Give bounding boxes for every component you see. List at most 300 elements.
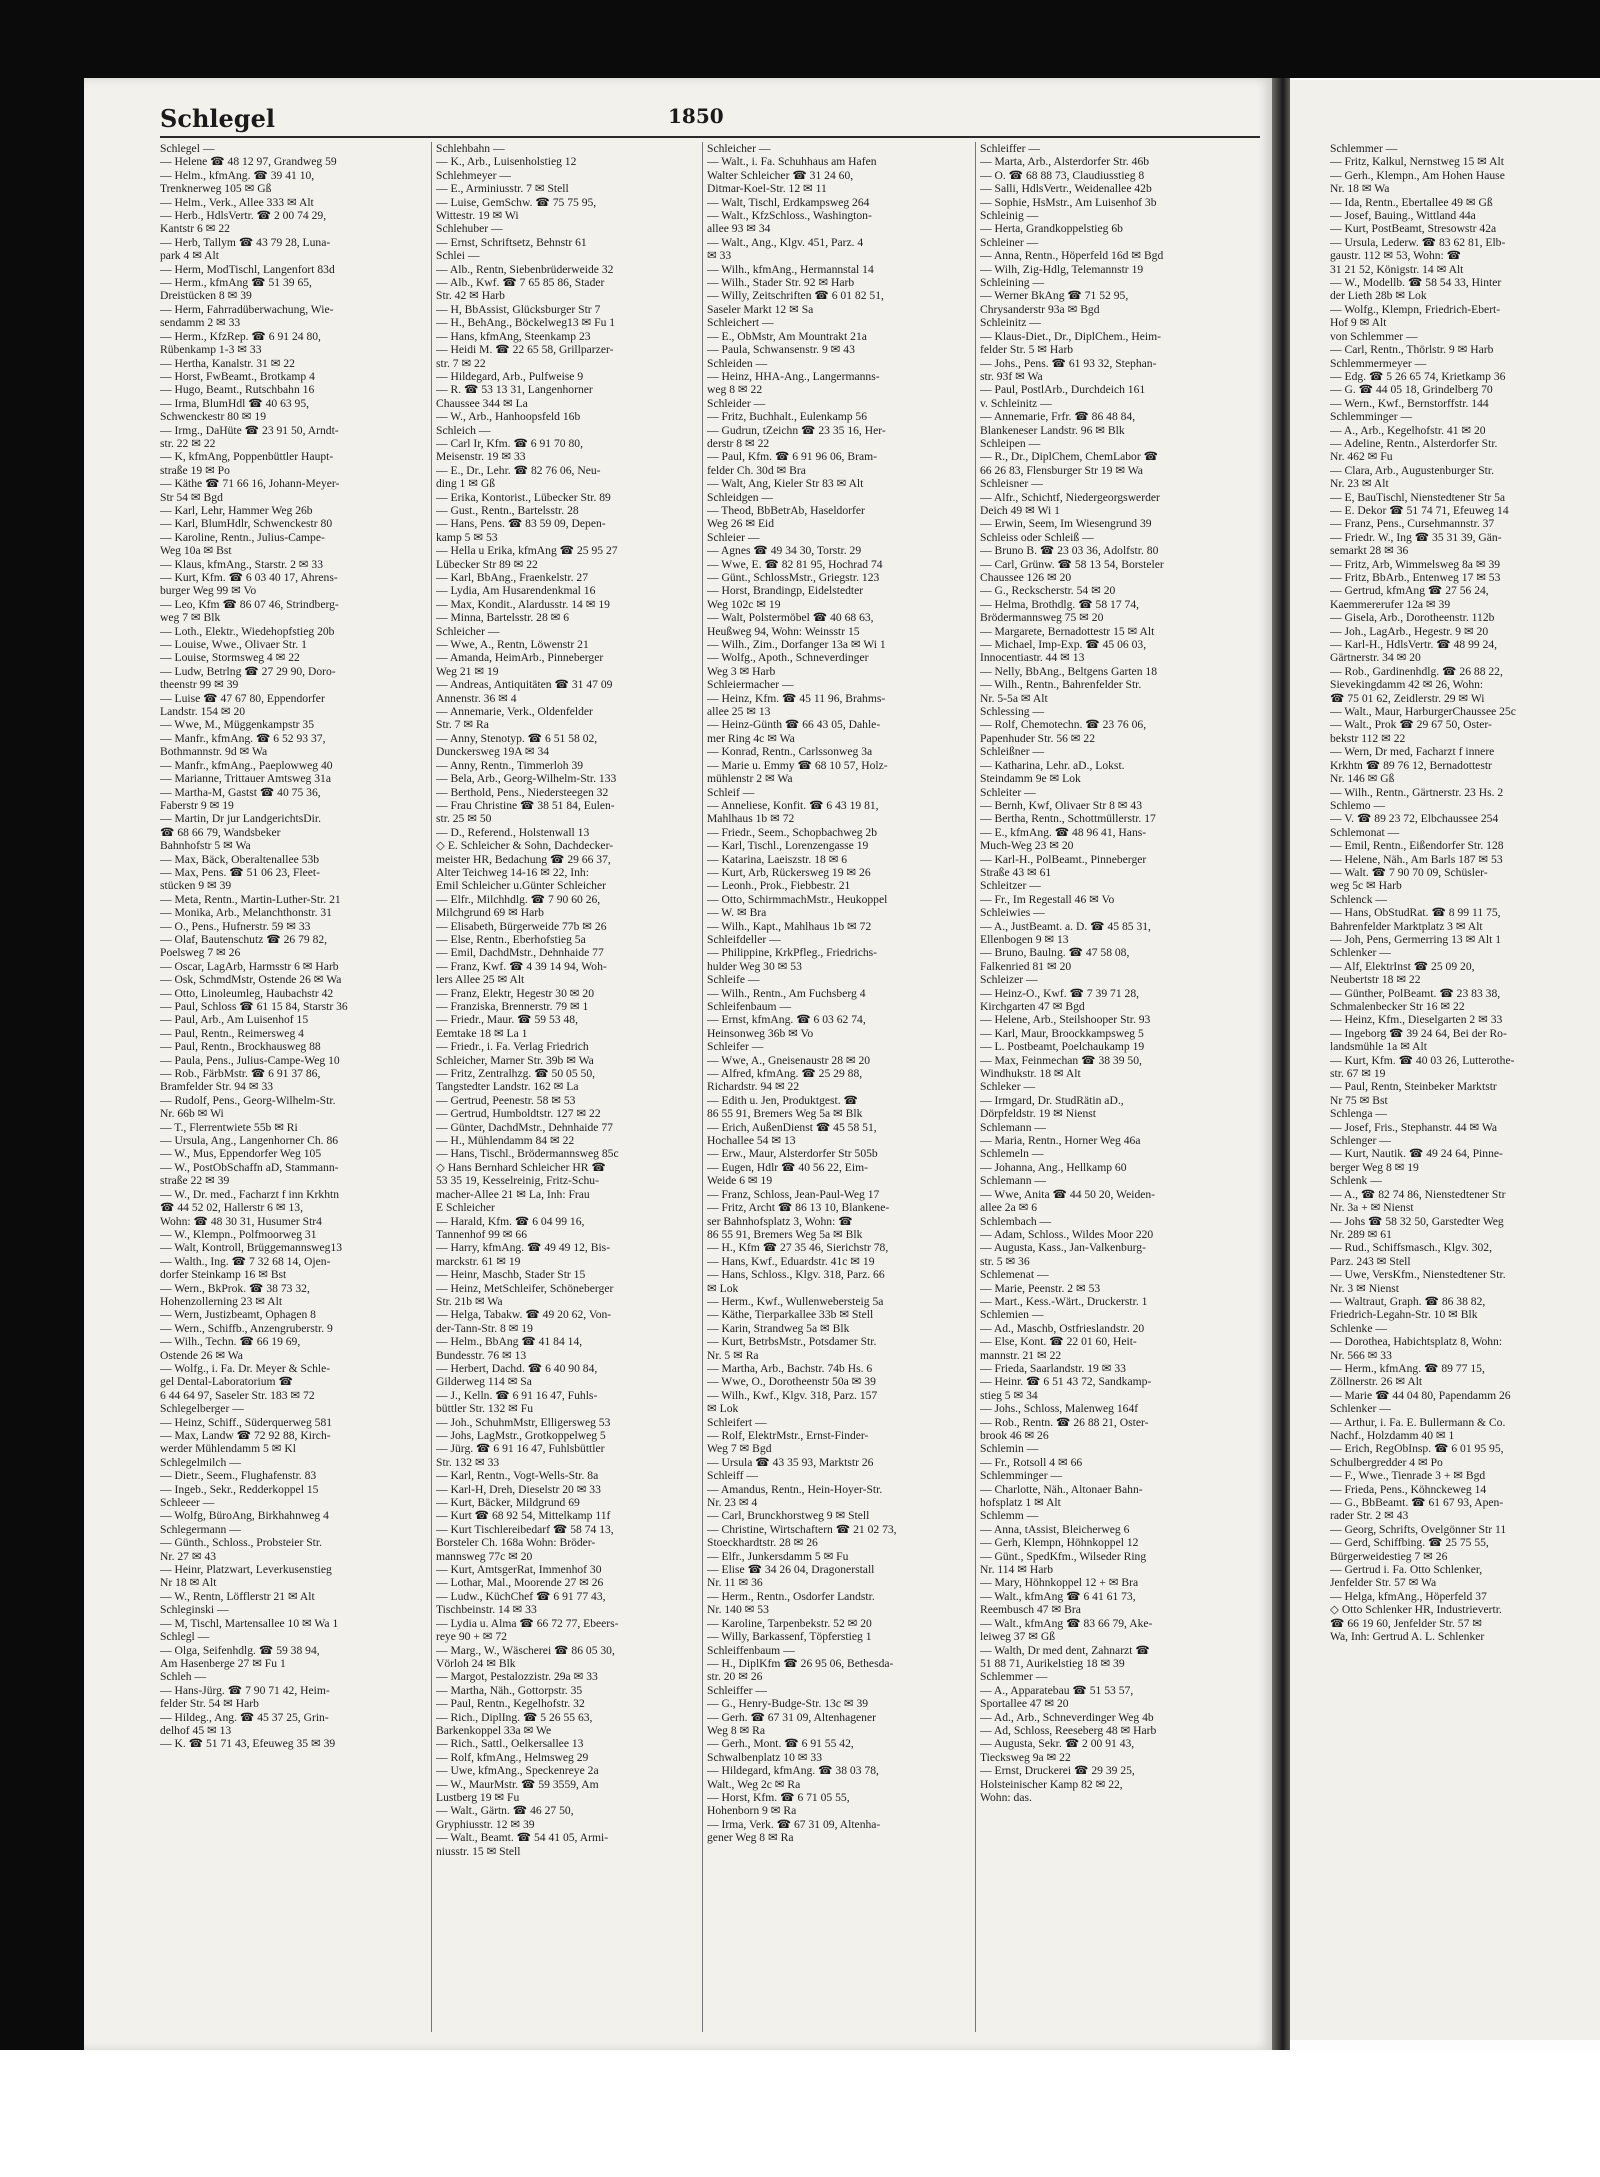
directory-entry: rader Str. 2 ✉ 43 [1330, 1509, 1409, 1523]
directory-entry: — Walt, Polstermöbel ☎ 40 68 63, [707, 611, 874, 625]
directory-entry: — Paul, Rentn, Steinbeker Marktstr [1330, 1080, 1497, 1094]
directory-entry: Str 54 ✉ Bgd [160, 490, 223, 504]
directory-entry: — E, BauTischl, Nienstedtener Str 5a [1330, 490, 1506, 504]
directory-entry: — Else, Kont. ☎ 22 01 60, Heit- [980, 1335, 1137, 1349]
directory-entry: — Hella u Erika, kfmAng ☎ 25 95 27 [436, 544, 618, 558]
directory-entry: Mahlhaus 1b ✉ 72 [707, 812, 795, 826]
directory-entry: str. 93f ✉ Wa [980, 369, 1043, 383]
directory-entry: delhof 45 ✉ 13 [160, 1723, 232, 1737]
directory-entry: — Eugen, Hdlr ☎ 40 56 22, Eim- [707, 1160, 868, 1174]
directory-entry: — Ida, Rentn., Ebertallee 49 ✉ Gß [1330, 195, 1493, 209]
directory-entry: — Wolfg., i. Fa. Dr. Meyer & Schle- [160, 1361, 331, 1375]
directory-entry: — Heinz, HHA-Ang., Langermanns- [707, 369, 880, 383]
directory-entry: — Herm., kfmAng ☎ 51 39 65, [160, 276, 312, 290]
directory-entry: — Philippine, KrkPfleg., Friedrichs- [707, 946, 878, 960]
directory-entry: Nr. 462 ✉ Fu [1330, 450, 1393, 464]
directory-column-1 [160, 142, 428, 1751]
directory-entry: Schleinig — [980, 209, 1039, 223]
directory-entry: — Rob., Rentn. ☎ 26 88 21, Oster- [980, 1415, 1149, 1429]
directory-entry: park 4 ✉ Alt [160, 249, 219, 263]
directory-entry: Stoeckhardtstr. 28 ✉ 26 [707, 1536, 818, 1550]
directory-entry: — Ingeborg ☎ 39 24 64, Bei der Ro- [1330, 1026, 1507, 1040]
directory-entry: — Günt., SchlossMstr., Griegstr. 123 [707, 571, 880, 584]
directory-entry: — Ad., Maschb, Ostfrieslandstr. 20 [980, 1321, 1145, 1335]
directory-entry: — Franz, Schloss, Jean-Paul-Weg 17 [707, 1187, 880, 1201]
directory-entry: Schlehuber — [436, 222, 503, 236]
directory-entry: — Elfr., Junkersdamm 5 ✉ Fu [707, 1549, 849, 1563]
directory-entry: — Helga, Tabakw. ☎ 49 20 62, Von- [436, 1308, 612, 1322]
directory-entry: Schlemonat — [1330, 825, 1400, 839]
directory-entry: werder Mühlendamm 5 ✉ Kl [160, 1442, 296, 1456]
directory-entry: Str. 7 ✉ Ra [436, 718, 489, 732]
directory-entry: Lübecker Str 89 ✉ 22 [436, 557, 538, 571]
directory-entry: — Helma, Brothdlg. ☎ 58 17 74, [980, 597, 1140, 611]
directory-entry: — Wwe, Anita ☎ 44 50 20, Weiden- [980, 1187, 1156, 1201]
directory-entry: — W., Arb., Hanhoopsfeld 16b [436, 410, 581, 424]
directory-entry: Krkhtn ☎ 89 76 12, Bernadottestr [1330, 758, 1492, 772]
directory-entry: weg 8 ✉ 22 [707, 383, 763, 397]
directory-entry: — Frau Christine ☎ 38 51 84, Eulen- [436, 798, 615, 812]
directory-entry: — Max, Feinmechan ☎ 38 39 50, [980, 1053, 1142, 1067]
directory-entry: — Lydia, Am Husarendenkmal 16 [436, 584, 596, 598]
directory-entry: — Ad., Arb., Schneverdinger Weg 4b [980, 1710, 1154, 1724]
directory-entry: Schlegl — [160, 1630, 210, 1644]
directory-entry: Schleipen — [980, 436, 1041, 450]
directory-entry: — Wilh, Zig-Hdlg, Telemannstr 19 [980, 262, 1144, 276]
directory-entry: Schleiden — [707, 356, 768, 370]
directory-entry: Schlemmer — [1330, 142, 1398, 155]
directory-entry: — Gertrud i. Fa. Otto Schlenker, [1330, 1563, 1483, 1577]
directory-entry: — Karoline, Rentn., Julius-Campe- [160, 530, 325, 544]
directory-entry: — Bela, Arb., Georg-Wilhelm-Str. 133 [436, 772, 617, 786]
directory-entry: theenstr 99 ✉ 39 [160, 678, 239, 692]
directory-entry: — H., DiplKfm ☎ 26 95 06, Bethesda- [707, 1656, 894, 1670]
directory-entry: stücken 9 ✉ 39 [160, 879, 232, 893]
directory-entry: — W. ✉ Bra [707, 906, 767, 920]
directory-entry: Heußweg 94, Wohn: Weinsstr 15 [707, 624, 860, 638]
directory-entry: — Erw., Maur, Alsterdorfer Str 505b [707, 1147, 878, 1161]
directory-entry: Schleiff — [707, 1469, 758, 1483]
directory-entry: — Hildegard, kfmAng. ☎ 38 03 78, [707, 1764, 879, 1778]
scan-top-border [0, 0, 1600, 78]
directory-entry: — Fr., Rotsoll 4 ✉ 66 [980, 1455, 1083, 1469]
directory-entry: — Martha, Arb., Bachstr. 74b Hs. 6 [707, 1361, 873, 1375]
directory-entry: — Walt, Ang, Kieler Str 83 ✉ Alt [707, 477, 864, 491]
directory-entry: — Olga, Seifenhdlg. ☎ 59 38 94, [160, 1643, 320, 1657]
directory-entry: — Erich, AußenDienst ☎ 45 58 51, [707, 1120, 877, 1134]
directory-entry: — Karl-H., PolBeamt., Pinneberger [980, 852, 1147, 866]
directory-entry: — Katarina, Laeiszstr. 18 ✉ 6 [707, 852, 848, 866]
directory-entry: ding 1 ✉ Gß [436, 477, 495, 491]
directory-entry: — Walt. ☎ 7 90 70 09, Schüsler- [1330, 865, 1488, 879]
directory-entry: — D., Referend., Holstenwall 13 [436, 825, 590, 839]
directory-entry: Weg 3 ✉ Harb [707, 664, 776, 678]
directory-entry: — Marie, Peenstr. 2 ✉ 53 [980, 1281, 1101, 1295]
directory-entry: — Augusta, Sekr. ☎ 2 00 91 43, [980, 1737, 1135, 1751]
directory-entry: — G., Henry-Budge-Str. 13c ✉ 39 [707, 1697, 869, 1711]
directory-entry: felder Str. 5 ✉ Harb [980, 343, 1074, 357]
directory-entry: — Kurt ☎ 68 92 54, Mittelkamp 11f [436, 1509, 611, 1523]
directory-entry: Bramfelder Str. 94 ✉ 33 [160, 1080, 274, 1094]
directory-entry: — Werner BkAng ☎ 71 52 95, [980, 289, 1129, 303]
directory-entry: — Kurt, AmtsgerRat, Immenhof 30 [436, 1563, 602, 1577]
directory-entry: Nr 18 ✉ Alt [160, 1576, 217, 1590]
directory-entry: Bahnhofstr 5 ✉ Wa [160, 839, 251, 853]
directory-entry: Poelsweg 7 ✉ 26 [160, 946, 241, 960]
directory-entry: — M, Tischl, Martensallee 10 ✉ Wa 1 [160, 1616, 339, 1630]
directory-entry: — Paul, Schloss ☎ 61 15 84, Starstr 36 [160, 1000, 348, 1013]
directory-entry: Weide 6 ✉ 19 [707, 1174, 773, 1188]
column-divider [975, 142, 976, 2032]
directory-entry: — Sophie, HsMstr., Am Luisenhof 3b [980, 195, 1157, 209]
directory-entry: — Wilh., Rentn., Bahrenfelder Str. [980, 678, 1142, 692]
column-divider [431, 142, 432, 2032]
directory-entry: Straße 43 ✉ 61 [980, 865, 1052, 879]
book-gutter [1272, 78, 1290, 2050]
directory-entry: Bundesstr. 76 ✉ 13 [436, 1348, 527, 1362]
directory-entry: — Wolfg, BüroAng, Birkhahnweg 4 [160, 1509, 329, 1523]
directory-entry: — Günter, DachdMstr., Dehnhaide 77 [436, 1120, 613, 1134]
directory-entry: Heinsonweg 36b ✉ Vo [707, 1026, 814, 1040]
directory-entry: Schlemo — [1330, 798, 1386, 812]
directory-entry: — Martin, Dr jur LandgerichtsDir. [160, 812, 321, 826]
directory-entry: mer Ring 4c ✉ Wa [707, 731, 795, 745]
directory-entry: berger Weg 8 ✉ 19 [1330, 1160, 1419, 1174]
directory-entry: — Heinr. ☎ 6 51 43 72, Sandkamp- [980, 1375, 1152, 1389]
directory-entry: — Mart., Kess.-Wärt., Druckerstr. 1 [980, 1294, 1148, 1308]
directory-entry: Wohn: ☎ 48 30 31, Husumer Str4 [160, 1214, 322, 1228]
directory-entry: Schleif — [707, 785, 755, 799]
directory-entry: Saseler Markt 12 ✉ Sa [707, 302, 814, 316]
directory-entry: Schleider — [707, 396, 766, 410]
directory-entry: Rübenkamp 1-3 ✉ 33 [160, 343, 262, 357]
directory-entry: 86 55 91, Bremers Weg 5a ✉ Blk [707, 1107, 863, 1121]
directory-entry: — Heinr, Platzwart, Leverkusenstieg [160, 1563, 332, 1577]
directory-entry: Tischbeinstr. 14 ✉ 33 [436, 1603, 537, 1617]
directory-entry: — Karl-H., HdlsVertr. ☎ 48 99 24, [1330, 638, 1498, 652]
directory-entry: — Ursula ☎ 43 35 93, Marktstr 26 [707, 1455, 874, 1469]
directory-entry: Nachf., Holzdamm 40 ✉ 1 [1330, 1429, 1455, 1442]
directory-entry: — Helga, kfmAng., Höperfeld 37 [1330, 1589, 1487, 1603]
directory-entry: Dunckersweg 19A ✉ 34 [436, 745, 550, 759]
directory-entry: ✉ Lok [707, 1402, 739, 1416]
directory-entry: — Kurt, PostBeamt, Stresowstr 42a [1330, 222, 1497, 236]
directory-entry: — Jürg. ☎ 6 91 16 47, Fuhlsbüttler [436, 1442, 605, 1456]
directory-entry: Milchgrund 69 ✉ Harb [436, 906, 544, 920]
directory-entry: — Franz, Kwf. ☎ 4 39 14 94, Woh- [436, 959, 607, 973]
directory-entry: — Walt, Tischl, Erdkampsweg 264 [707, 195, 870, 209]
directory-entry: — Harald, Kfm. ☎ 6 04 99 16, [436, 1214, 585, 1228]
directory-entry: Windhukstr. 18 ✉ Alt [980, 1067, 1081, 1081]
directory-entry: mannstr. 21 ✉ 22 [980, 1348, 1062, 1362]
directory-entry: Eemtake 18 ✉ La 1 [436, 1026, 528, 1040]
directory-entry: Chaussee 344 ✉ La [436, 396, 528, 410]
directory-entry: — Uwe, VersKfm., Nienstedtener Str. [1330, 1268, 1506, 1282]
directory-entry: — Helm., kfmAng. ☎ 39 41 10, [160, 168, 315, 182]
directory-entry: Gryphiusstr. 12 ✉ 39 [436, 1817, 535, 1831]
directory-entry: — Alf, ElektrInst ☎ 25 09 20, [1330, 959, 1475, 973]
directory-entry: Schulbergredder 4 ✉ Po [1330, 1455, 1443, 1469]
directory-entry: — Hugo, Beamt., Rutschbahn 16 [160, 383, 315, 397]
directory-entry: — Irmg., DaHüte ☎ 23 91 50, Arndt- [160, 423, 339, 437]
directory-entry: macher-Allee 21 ✉ La, Inh: Frau [436, 1187, 590, 1201]
directory-entry: — Walt., Beamt. ☎ 54 41 05, Armi- [436, 1831, 609, 1845]
directory-entry: bekstr 112 ✉ 22 [1330, 731, 1406, 745]
directory-entry: — Fritz, BbArb., Entenweg 17 ✉ 53 [1330, 571, 1501, 584]
directory-entry: leiweg 37 ✉ Gß [980, 1630, 1056, 1644]
directory-entry: — Manfr., kfmAng. ☎ 6 52 93 37, [160, 731, 326, 745]
directory-entry: — R., Dr., DiplChem, ChemLabor ☎ [980, 450, 1159, 464]
directory-entry: ser Bahnhofsplatz 3, Wohn: ☎ [707, 1214, 853, 1228]
directory-entry: — R. ☎ 53 13 31, Langenhorner [436, 383, 593, 397]
directory-entry: Schlemeln — [980, 1147, 1044, 1161]
directory-entry: — Wilh., Stader Str. 92 ✉ Harb [707, 276, 855, 290]
directory-entry: — Hans-Jürg. ☎ 7 90 71 42, Heim- [160, 1683, 330, 1697]
directory-entry: Hochallee 54 ✉ 13 [707, 1134, 796, 1148]
directory-entry: — Wwe, A., Gneisenaustr 28 ✉ 20 [707, 1053, 871, 1067]
directory-entry: Schleginski — [160, 1603, 229, 1617]
directory-entry: Nr. 66b ✉ Wi [160, 1107, 224, 1121]
directory-entry: Schleiffer — [707, 1683, 767, 1697]
directory-entry: Trenknerweg 105 ✉ Gß [160, 182, 272, 196]
directory-entry: — Max, Landw ☎ 72 92 88, Kirch- [160, 1429, 331, 1442]
directory-entry: — Heinz, Schiff., Süderquerweg 581 [160, 1415, 333, 1429]
directory-entry: — Johs, LagMstr., Grotkoppelweg 5 [436, 1429, 606, 1442]
directory-entry: Annenstr. 36 ✉ 4 [436, 691, 517, 705]
directory-entry: — W., Dr. med., Facharzt f inn Krkhtn [160, 1187, 340, 1201]
directory-entry: — Wilh., kfmAng., Hermannstal 14 [707, 262, 874, 276]
directory-entry: — O., Pens., Hufnerstr. 59 ✉ 33 [160, 919, 311, 933]
directory-entry: Bürgerweidestieg 7 ✉ 26 [1330, 1549, 1448, 1563]
directory-entry: Schleiffer — [980, 142, 1040, 155]
directory-entry: — Irma, Verk. ☎ 67 31 09, Altenha- [707, 1817, 881, 1831]
directory-entry: Gilderweg 114 ✉ Sa [436, 1375, 532, 1389]
directory-entry: Lustberg 19 ✉ Fu [436, 1790, 520, 1804]
directory-entry: — Karl-H, Dreh, Dieselstr 20 ✉ 33 [436, 1482, 601, 1496]
directory-entry: — G., Reckscherstr. 54 ✉ 20 [980, 584, 1116, 598]
directory-entry: — W., Modellb. ☎ 58 54 33, Hinter [1330, 276, 1502, 290]
directory-entry: Schleiermacher — [707, 678, 794, 692]
directory-entry: Kirchgarten 47 ✉ Bgd [980, 1000, 1085, 1013]
directory-entry: — Ernst, Schriftsetz, Behnstr 61 [436, 235, 587, 249]
directory-entry: — Adeline, Rentn., Alsterdorfer Str. [1330, 436, 1498, 450]
directory-entry: — Paul, Kfm. ☎ 6 91 96 06, Bram- [707, 450, 877, 464]
directory-entry: — Heinz-Günth ☎ 66 43 05, Dahle- [707, 718, 881, 732]
directory-entry: — Kurt, Kfm. ☎ 6 03 40 17, Ahrens- [160, 571, 338, 584]
directory-entry: — Wwe, E. ☎ 82 81 95, Hochrad 74 [707, 557, 883, 571]
directory-entry: Schwenckestr 80 ✉ 19 [160, 410, 266, 424]
directory-entry: Schleiter — [980, 785, 1036, 799]
directory-entry: — Carl, Brunckhorstweg 9 ✉ Stell [707, 1509, 870, 1523]
scan-left-border [0, 78, 84, 2050]
directory-entry: 86 55 91, Bremers Weg 5a ✉ Blk [707, 1227, 863, 1241]
directory-entry: — Friedr. W., Ing ☎ 35 31 39, Gän- [1330, 530, 1502, 544]
directory-entry: — Elise ☎ 34 26 04, Dragonerstall [707, 1563, 875, 1577]
directory-entry: — Anna, Rentn., Höperfeld 16d ✉ Bgd [980, 249, 1164, 263]
directory-entry: — Helm., BbAng ☎ 41 84 14, [436, 1335, 583, 1349]
directory-entry: brook 46 ✉ 26 [980, 1429, 1049, 1442]
directory-entry: Schleißner — [980, 745, 1045, 759]
directory-entry: — O. ☎ 68 88 73, Claudiusstieg 8 [980, 168, 1145, 182]
directory-entry: Ostende 26 ✉ Wa [160, 1348, 243, 1362]
directory-entry: — F., Wwe., Tienrade 3 + ✉ Bgd [1330, 1469, 1486, 1483]
directory-entry: weg 5c ✉ Harb [1330, 879, 1402, 893]
directory-entry: Walt., Weg 2c ✉ Ra [707, 1777, 801, 1791]
directory-entry: Nr. 3a + ✉ Nienst [1330, 1201, 1414, 1215]
directory-entry: Brödermannsweg 75 ✉ 20 [980, 611, 1104, 625]
directory-entry: — Alfred, kfmAng. ☎ 25 29 88, [707, 1067, 863, 1081]
directory-entry: — Ludw., KüchChef ☎ 6 91 77 43, [436, 1589, 606, 1603]
directory-entry: Sportallee 47 ✉ 20 [980, 1697, 1069, 1711]
directory-entry: Schlenga — [1330, 1107, 1387, 1121]
directory-entry: — Horst, Brandingp, Eidelstedter [707, 584, 864, 598]
directory-entry: kamp 5 ✉ 53 [436, 530, 498, 544]
directory-entry: — Fritz, Zentralhzg. ☎ 50 05 50, [436, 1067, 596, 1081]
directory-entry: Hohenborn 9 ✉ Ra [707, 1804, 797, 1818]
directory-entry: — Rich., DiplIng. ☎ 5 26 55 63, [436, 1710, 593, 1724]
directory-entry: felder Str. 54 ✉ Harb [160, 1697, 259, 1711]
directory-entry: — Alb., Kwf. ☎ 7 65 85 86, Stader [436, 276, 605, 290]
directory-entry: — Hans, kfmAng, Steenkamp 23 [436, 329, 591, 343]
directory-entry: ☎ 66 19 60, Jenfelder Str. 57 ✉ [1330, 1616, 1482, 1630]
directory-entry: — Walt., kfmAng ☎ 6 41 61 73, [980, 1589, 1136, 1603]
directory-entry: — Wolfg., Klempn, Friedrich-Ebert- [1330, 302, 1501, 316]
directory-entry: Bothmannstr. 9d ✉ Wa [160, 745, 268, 759]
directory-entry: — Bernh, Kwf, Olivaer Str 8 ✉ 43 [980, 798, 1143, 812]
directory-entry: Str. 42 ✉ Harb [436, 289, 505, 303]
directory-entry: Zöllnerstr. 26 ✉ Alt [1330, 1375, 1423, 1389]
directory-entry: Nr. 5 ✉ Ra [707, 1348, 759, 1362]
directory-entry: ◇ Hans Bernhard Schleicher HR ☎ [436, 1160, 606, 1174]
directory-entry: — Hildeg., Ang. ☎ 45 37 25, Grin- [160, 1710, 329, 1724]
directory-entry: — Salli, HdlsVertr., Weidenallee 42b [980, 182, 1152, 196]
directory-entry: straße 22 ✉ 39 [160, 1174, 230, 1188]
directory-entry: marckstr. 61 ✉ 19 [436, 1254, 521, 1268]
directory-column-2 [436, 142, 704, 1858]
directory-entry: — Augusta, Kass., Jan-Valkenburg- [980, 1241, 1146, 1255]
directory-entry: — Hans, Pens. ☎ 83 59 09, Depen- [436, 517, 606, 531]
directory-entry: — Max, Kondit., Alardusstr. 14 ✉ 19 [436, 597, 610, 611]
directory-entry: Weg 8 ✉ Ra [707, 1723, 766, 1737]
directory-entry: Dörpfeldstr. 19 ✉ Nienst [980, 1107, 1096, 1121]
directory-entry: — Rob., Gardinenhdlg. ☎ 26 88 22, [1330, 664, 1503, 678]
directory-entry: — A., JustBeamt. a. D. ☎ 45 85 31, [980, 919, 1151, 933]
directory-entry: — Paula, Schwansenstr. 9 ✉ 43 [707, 343, 855, 357]
directory-entry: — Helene ☎ 48 12 97, Grandweg 59 [160, 155, 337, 169]
directory-entry: Nr. 3 ✉ Nienst [1330, 1281, 1399, 1295]
directory-entry: — Berthold, Pens., Niedersteegen 32 [436, 785, 609, 799]
directory-entry: semarkt 28 ✉ 36 [1330, 544, 1409, 558]
directory-entry: Schleitzer — [980, 879, 1041, 893]
directory-entry: — Josef, Fris., Stephanstr. 44 ✉ Wa [1330, 1120, 1498, 1134]
directory-entry: Nr. 11 ✉ 36 [707, 1576, 763, 1590]
directory-entry: Str. 132 ✉ 33 [436, 1455, 500, 1469]
directory-entry: — W., MaurMstr. ☎ 59 3559, Am [436, 1777, 599, 1791]
directory-entry: — Minna, Bartelsstr. 28 ✉ 6 [436, 611, 570, 625]
directory-entry: — Marta, Arb., Alsterdorfer Str. 46b [980, 155, 1150, 169]
directory-entry: Schmalenbecker Str 16 ✉ 22 [1330, 1000, 1465, 1013]
directory-entry: — Max, Bäck, Oberaltenallee 53b [160, 852, 320, 866]
directory-entry: — Wilh., Kwf., Klgv. 318, Parz. 157 [707, 1388, 878, 1402]
directory-entry: — Walth., Ing. ☎ 7 32 68 14, Ojen- [160, 1254, 331, 1268]
directory-entry: — Hans, ObStudRat. ☎ 8 99 11 75, [1330, 906, 1501, 920]
directory-entry: Alter Teichweg 14-16 ✉ 22, Inh: [436, 865, 589, 879]
directory-entry: Ellenbogen 9 ✉ 13 [980, 932, 1069, 946]
directory-entry: — Gerh., Klempn., Am Hohen Hause [1330, 168, 1505, 182]
directory-entry: — Wwe, A., Rentn, Löwenstr 21 [436, 638, 589, 652]
directory-entry: Schleifert — [707, 1415, 767, 1429]
directory-entry: — Alb., Rentn, Siebenbrüderweide 32 [436, 262, 614, 276]
directory-entry: — Herb., HdlsVertr. ☎ 2 00 74 29, [160, 209, 327, 223]
directory-entry: Schlemien — [980, 1308, 1044, 1322]
directory-entry: — Paula, Pens., Julius-Campe-Weg 10 [160, 1053, 340, 1067]
directory-entry: — Walt., i. Fa. Schuhhaus am Hafen [707, 155, 877, 169]
directory-entry: allee 25 ✉ 13 [707, 705, 771, 719]
directory-entry: — Edith u. Jen, Produktgest. ☎ [707, 1093, 858, 1107]
directory-entry: — Herm, Fahrradüberwachung, Wie- [160, 302, 334, 316]
directory-entry: — Bruno B. ☎ 23 03 36, Adolfstr. 80 [980, 544, 1159, 558]
directory-entry: E Schleicher [436, 1201, 495, 1215]
directory-entry: — Frieda, Saarlandstr. 19 ✉ 33 [980, 1361, 1126, 1375]
directory-entry: — E., Dr., Lehr. ☎ 82 76 06, Neu- [436, 463, 601, 477]
directory-entry: — Kurt, Arb, Rückersweg 19 ✉ 26 [707, 865, 871, 879]
directory-entry: — Marianne, Trittauer Amtsweg 31a [160, 772, 331, 786]
directory-entry: — Olaf, Bautenschutz ☎ 26 79 82, [160, 932, 328, 946]
directory-entry: — Walt., Gärtn. ☎ 46 27 50, [436, 1804, 574, 1818]
directory-entry: — Karoline, Tarpenbekstr. 52 ✉ 20 [707, 1616, 872, 1630]
directory-entry: — Leonh., Prok., Fiebbestr. 21 [707, 879, 851, 893]
directory-entry: — Anna, tAssist, Bleicherweg 6 [980, 1522, 1130, 1536]
directory-entry: Emil Schleicher u.Günter Schleicher [436, 879, 606, 893]
directory-entry: hulder Weg 30 ✉ 53 [707, 959, 802, 973]
directory-entry: Schleidgen — [707, 490, 774, 504]
directory-entry: — Rolf, Chemotechn. ☎ 23 76 06, [980, 718, 1147, 732]
directory-entry: Schlenk — [1330, 1174, 1382, 1188]
directory-entry: — Paul, Arb., Am Luisenhof 15 [160, 1013, 309, 1027]
directory-entry: Schlegermann — [160, 1522, 241, 1536]
directory-entry: — Else, Rentn., Eberhofstieg 5a [436, 932, 586, 946]
directory-entry: — Walth, Dr med dent, Zahnarzt ☎ [980, 1643, 1150, 1657]
directory-entry: — Arthur, i. Fa. E. Bullermann & Co. [1330, 1415, 1506, 1429]
directory-entry: — Wwe, M., Müggenkampstr 35 [160, 718, 315, 732]
directory-entry: weg 7 ✉ Blk [160, 611, 221, 625]
directory-entry: — Gertrud, Humboldtstr. 127 ✉ 22 [436, 1107, 601, 1121]
directory-entry: — A., Apparatebau ☎ 51 53 57, [980, 1683, 1134, 1697]
directory-entry: — Otto, SchirmmachMstr., Heukoppel [707, 892, 888, 906]
directory-entry: Schlemin — [980, 1442, 1039, 1456]
directory-entry: Schleicher — [436, 624, 500, 638]
directory-entry: — Herm., Kwf., Wullenwebersteig 5a [707, 1294, 884, 1308]
directory-entry: — Katharina, Lehr. aD., Lokst. [980, 758, 1125, 772]
directory-entry: Schleiss oder Schleiß — [980, 530, 1094, 544]
directory-entry: — Willy, Zeitschriften ☎ 6 01 82 51, [707, 289, 884, 303]
directory-entry: — Dietr., Seem., Flughafenstr. 83 [160, 1469, 317, 1483]
directory-entry: — Walt., kfmAng ☎ 83 66 79, Ake- [980, 1616, 1153, 1630]
directory-entry: — Bruno, Baulng. ☎ 47 58 08, [980, 946, 1130, 960]
directory-entry: — Herm, ModTischl, Langenfort 83d [160, 262, 335, 276]
directory-entry: — Fr., Im Regestall 46 ✉ Vo [980, 892, 1115, 906]
directory-entry: — Walt., Maur, HarburgerChaussee 25c [1330, 705, 1516, 719]
directory-entry: Richardstr. 94 ✉ 22 [707, 1080, 800, 1094]
directory-entry: Papenhuder Str. 56 ✉ 22 [980, 731, 1096, 745]
directory-entry: Schleich — [436, 423, 491, 437]
directory-entry: — Johanna, Ang., Hellkamp 60 [980, 1160, 1127, 1174]
directory-entry: — Irma, BlumHdl ☎ 40 63 95, [160, 396, 310, 410]
directory-entry: — L. Postbeamt, Poelchaukamp 19 [980, 1040, 1145, 1054]
directory-entry: — Heinz-O., Kwf. ☎ 7 39 71 28, [980, 986, 1140, 1000]
directory-entry: — Gisela, Arb., Dorotheenstr. 112b [1330, 611, 1495, 625]
directory-entry: — Louise, Wwe., Olivaer Str. 1 [160, 638, 307, 652]
